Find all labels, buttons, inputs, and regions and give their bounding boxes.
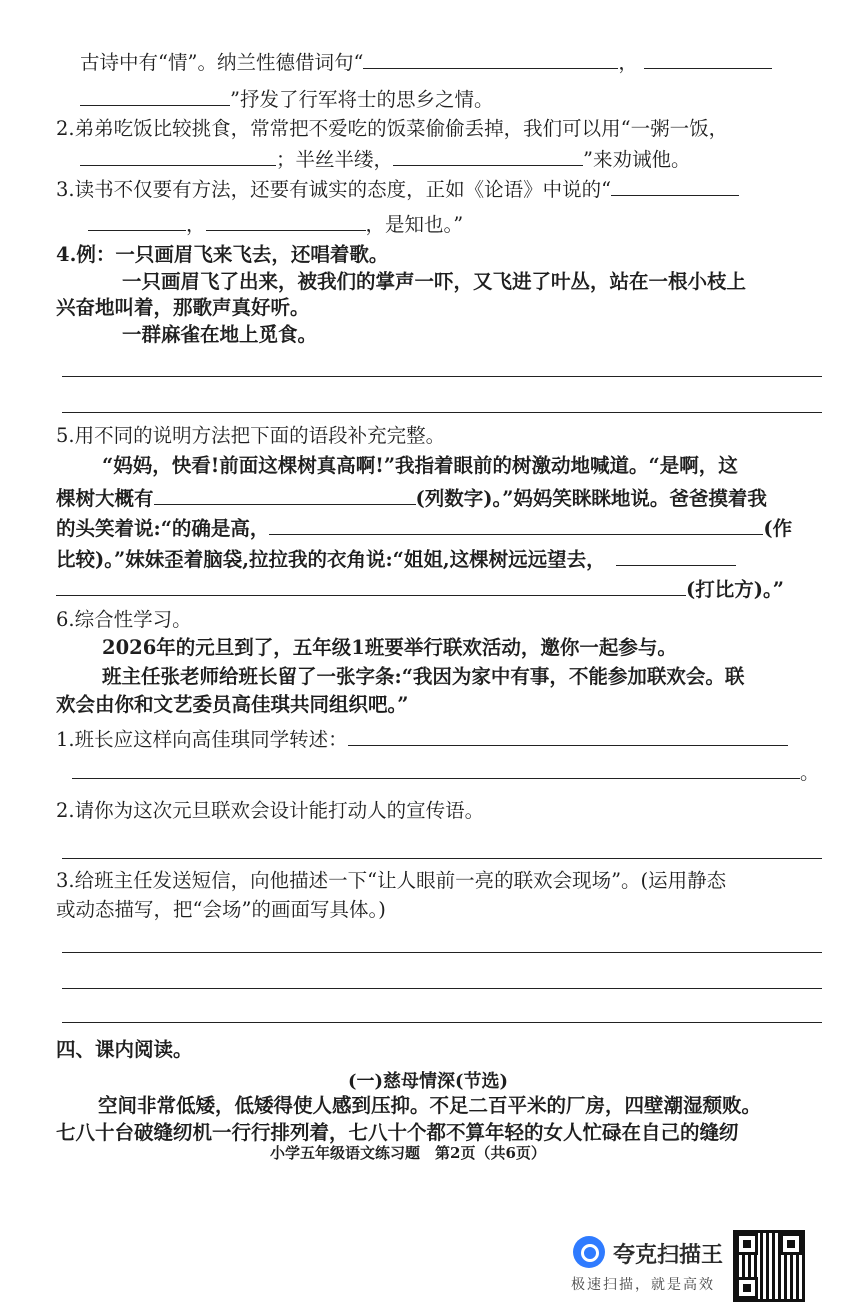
q5-text: 棵树大概有 (56, 487, 154, 510)
answer-blank[interactable] (348, 727, 788, 746)
qr-corner (736, 1277, 758, 1299)
passage-paragraph-1: 空间非常低矮，低矮得使人感到压抑。不足二百平米的厂房，四壁潮湿颓败。 (98, 1094, 762, 1117)
answer-blank[interactable] (80, 147, 276, 166)
answer-blank[interactable] (393, 147, 583, 166)
answer-line[interactable] (62, 988, 822, 989)
answer-blank[interactable] (72, 760, 800, 779)
answer-blank[interactable] (363, 50, 618, 69)
answer-line[interactable] (62, 858, 822, 859)
answer-blank[interactable] (269, 516, 763, 535)
question-5-line-5 (56, 577, 784, 602)
poem-line-1 (80, 50, 772, 75)
scanner-watermark (565, 1228, 855, 1300)
q3-tail: ，是知也。” (365, 213, 464, 236)
poem-tail: ”抒发了行军将士的思乡之情。 (230, 88, 494, 111)
question-5-line-4 (56, 547, 736, 572)
answer-line[interactable] (62, 1022, 822, 1023)
period: 。 (800, 761, 820, 784)
question-5-line-1: “妈妈，快看!前面这棵树真高啊!”我指着眼前的树激动地喊道。“是啊，这 (102, 454, 738, 477)
page-footer: 小学五年级语文练习题 第2页（共6页） (270, 1144, 546, 1162)
question-6-sub-2: 2.请你为这次元旦联欢会设计能打动人的宣传语。 (56, 799, 485, 822)
answer-blank[interactable] (206, 212, 366, 231)
quark-logo-icon (573, 1236, 605, 1268)
answer-blank[interactable] (611, 177, 739, 196)
answer-blank[interactable] (644, 50, 772, 69)
answer-line[interactable] (62, 376, 822, 377)
answer-blank[interactable] (88, 212, 186, 231)
question-3-line-1 (56, 177, 739, 202)
comma: ， (186, 213, 206, 236)
poem-text: 古诗中有“情”。纳兰性德借词句“ (80, 51, 364, 74)
q5-text: (列数字)。”妈妈笑眯眯地说。爸爸摸着我 (415, 487, 767, 510)
passage-title: (一)慈母情深(节选) (348, 1071, 509, 1092)
q2-mid: ；半丝半缕， (276, 148, 394, 171)
question-6-sub-1 (56, 727, 788, 752)
poem-line-2 (80, 87, 493, 112)
comma: ， (618, 51, 638, 74)
question-6-paragraph-3: 欢会由你和文艺委员高佳琪共同组织吧。” (56, 693, 409, 716)
question-2-line-1: 2.弟弟吃饭比较挑食，常常把不爱吃的饭菜偷偷丢掉，我们可以用“一粥一饭， (56, 117, 729, 140)
answer-line[interactable] (62, 412, 822, 413)
question-4-line-3: 兴奋地叫着，那歌声真好听。 (56, 296, 310, 319)
q5-text: (作 (763, 517, 793, 540)
answer-line[interactable] (62, 952, 822, 953)
q5-text: 的头笑着说:“的确是高， (56, 517, 270, 540)
q6-s1-text: 1.班长应这样向高佳琪同学转述： (56, 728, 348, 751)
q2-tail: ”来劝诫他。 (583, 148, 691, 171)
answer-blank[interactable] (80, 87, 230, 106)
question-6-paragraph-2: 班主任张老师给班长留了一张字条:“我因为家中有事，不能参加联欢会。联 (102, 665, 745, 688)
q5-text: (打比方)。” (686, 578, 784, 601)
section-4-heading: 四、课内阅读。 (56, 1038, 193, 1061)
question-3-line-2 (88, 212, 463, 237)
watermark-slogan: 极速扫描，就是高效 (571, 1277, 715, 1293)
answer-blank[interactable] (56, 577, 686, 596)
question-5-line-2 (56, 486, 767, 511)
question-4-prompt: 一群麻雀在地上觅食。 (122, 323, 318, 346)
question-4-example: 4.例：一只画眉飞来飞去，还唱着歌。 (56, 243, 389, 266)
question-5-line-3 (56, 516, 792, 541)
q5-text: 比较)。”妹妹歪着脑袋,拉拉我的衣角说:“姐姐,这棵树远远望去， (56, 548, 606, 571)
question-6-sub-3-line-2: 或动态描写，把“会场”的画面写具体。) (56, 898, 386, 921)
watermark-app-name: 夸克扫描王 (613, 1243, 724, 1268)
answer-blank[interactable] (616, 547, 736, 566)
passage-paragraph-2: 七八十台破缝纫机一行行排列着，七八十个都不算年轻的女人忙碌在自己的缝纫 (56, 1121, 739, 1144)
question-5-title: 5.用不同的说明方法把下面的语段补充完整。 (56, 424, 446, 447)
question-6-title: 6.综合性学习。 (56, 608, 192, 631)
question-4-line-2: 一只画眉飞了出来，被我们的掌声一吓，又飞进了叶丛，站在一根小枝上 (122, 270, 747, 293)
question-6-sub-3-line-1: 3.给班主任发送短信，向他描述一下“让人眼前一亮的联欢会现场”。(运用静态 (56, 869, 727, 892)
q3-text: 3.读书不仅要有方法，还要有诚实的态度，正如《论语》中说的“ (56, 178, 612, 201)
question-6-sub-1-line-2 (72, 760, 820, 785)
qr-corner (736, 1233, 758, 1255)
question-2-line-2 (80, 147, 691, 172)
answer-blank[interactable] (154, 486, 416, 505)
qr-code-icon (733, 1230, 805, 1302)
question-6-paragraph-1: 2026年的元旦到了，五年级1班要举行联欢活动，邀你一起参与。 (102, 636, 677, 659)
qr-corner (780, 1233, 802, 1255)
